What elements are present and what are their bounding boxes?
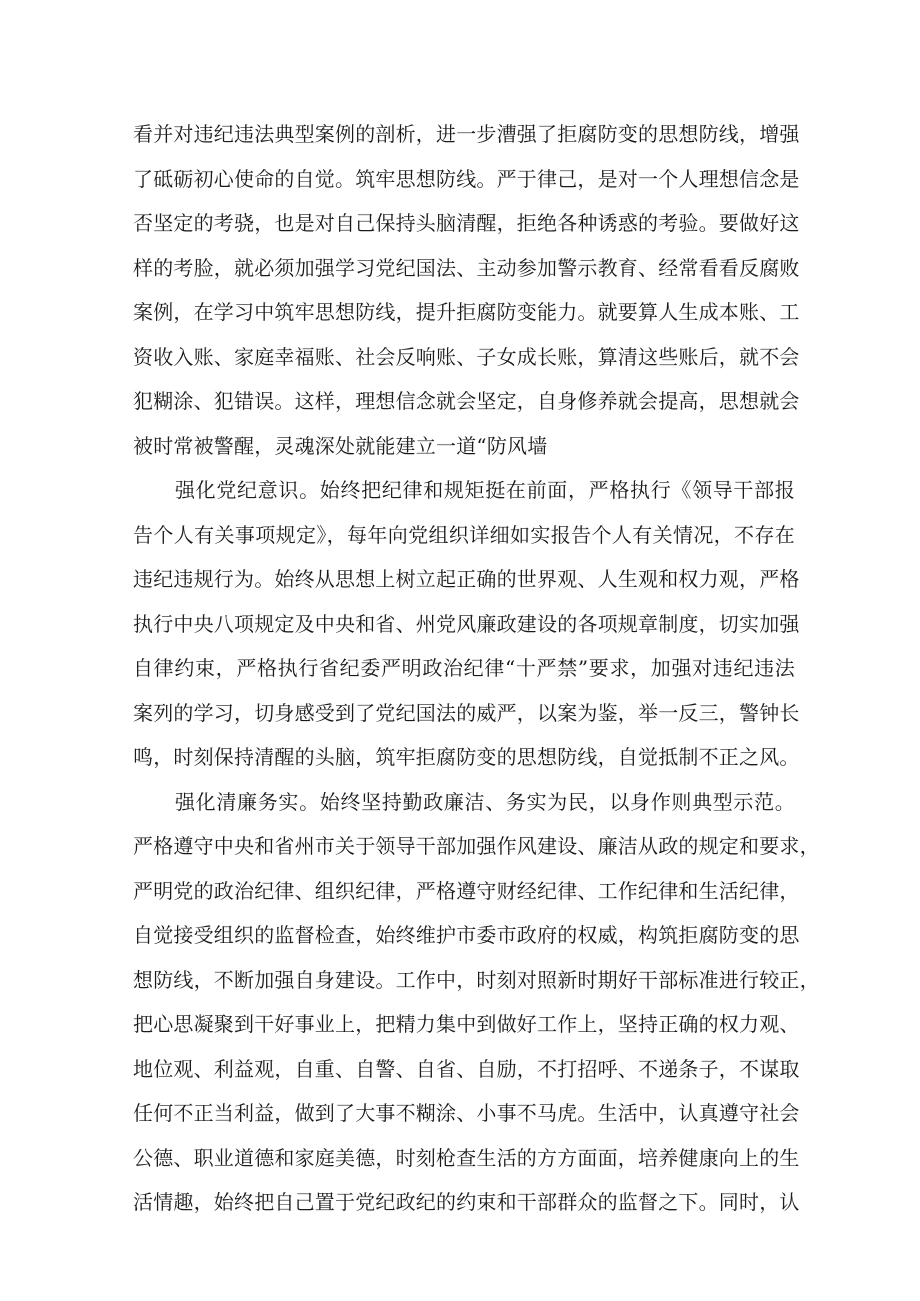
text-line: 犯糊涂、犯错误。这样，理想信念就会坚定，自身修养就会提高，思想就会 [133, 389, 800, 413]
text-line: 资收入账、家庭幸福账、社会反响账、子女成长账，算清这些账后，就不会 [133, 344, 800, 369]
text-line: 案例，在学习中筑牢思想防线，提升拒腐防变能力。就要算人生成本账、工 [133, 300, 800, 324]
text-line: 强化党纪意识。始终把纪律和规矩挺在前面，严格执行《领导干部报 [175, 478, 795, 502]
text-line: 强化清廉务实。始终坚持勤政廉洁、务实为民，以身作则典型示范。 [175, 789, 795, 814]
text-line: 自律约束，严格执行省纪委严明政治纪律“十严禁”要求，加强对违纪违法 [133, 656, 795, 680]
text-line: 地位观、利益观，自重、自警、自省、自励，不打招呼、不递条子，不谋取 [133, 1056, 800, 1081]
text-line: 被时常被警醒，灵魂深处就能建立一道“防风墙 [133, 433, 548, 458]
text-line: 告个人有关事项规定》，每年向党组织详细如实报告个人有关情况，不存在 [133, 522, 795, 547]
text-line: 案列的学习，切身感受到了党纪国法的威严，以案为鉴，举一反三，警钟长 [133, 700, 800, 725]
text-line: 否坚定的考骁，也是对自己保持头脑清醒，拒绝各种诱惑的考验。要做好这 [133, 211, 800, 235]
text-line: 样的考脸，就必须加强学习党纪国法、主动参加警示教育、经常看看反腐败 [133, 255, 800, 280]
text-line: 严明党的政治纪律、组织纪律，严格遵守财经纪律、工作纪律和生活纪律， [133, 878, 800, 903]
text-line: 活情趣，始终把自己置于党纪政纪的约束和干部群众的监督之下。同时，认 [133, 1190, 800, 1214]
text-line: 了砥砺初心使命的自觉。筑牢思想防线。严于律己，是对一个人理想信念是 [133, 166, 800, 191]
paragraph [133, 112, 800, 468]
document-body [133, 112, 820, 1225]
text-line: 任何不正当利益，做到了大事不糊涂、小事不马虎。生活中，认真遵守社会 [133, 1101, 800, 1125]
text-line: 执行中央八项规定及中央和省、州党风廉政建设的各项规章制度，切实加强 [133, 611, 800, 636]
text-line: 严格遵守中央和省州市关于领导干部加强作风建设、廉洁从政的规定和要求， [133, 834, 820, 858]
paragraph [133, 780, 820, 1225]
text-line: 鸣，时刻保持清醒的头脑，筑牢拒腐防变的思想防线，自觉抵制不正之风。 [133, 745, 800, 769]
text-line: 想防线，不断加强自身建设。工作中，时刻对照新时期好干部标准进行较正， [133, 967, 820, 992]
paragraph [133, 468, 800, 780]
text-line: 把心思凝聚到干好事业上，把精力集中到做好工作上，坚持正确的权力观、 [133, 1012, 800, 1036]
text-line: 违纪违规行为。始终从思想上树立起正确的世界观、人生观和权力观，严格 [133, 567, 800, 591]
text-line: 公德、职业道德和家庭美德，时刻枪查生活的方方面面，培养健康向上的生 [133, 1145, 800, 1170]
text-line: 自觉接受组织的监督检查，始终维护市委市政府的权威，构筑拒腐防变的思 [133, 923, 800, 947]
text-line: 看并对违纪违法典型案例的剖析，进一步漕强了拒腐防变的思想防线，增强 [133, 122, 800, 146]
